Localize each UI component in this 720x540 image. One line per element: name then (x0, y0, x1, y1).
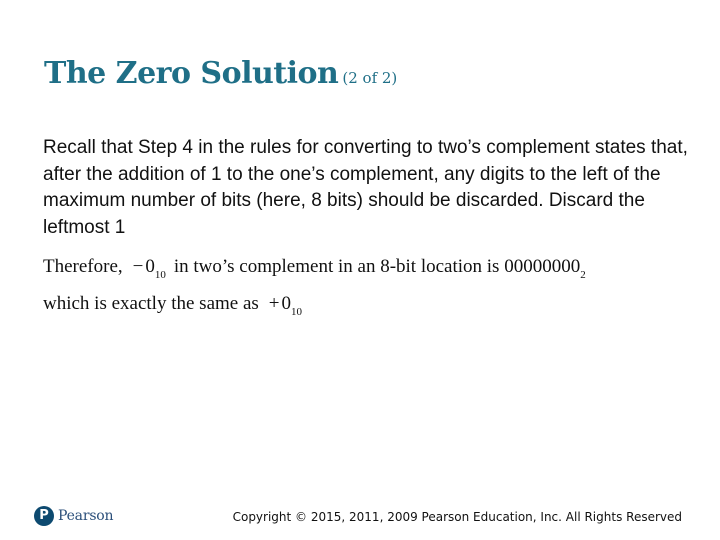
binary-result: 00000000 (504, 256, 581, 277)
pearson-logo-icon: P (34, 506, 54, 526)
math-line-same-as (43, 293, 303, 318)
pearson-logo (34, 506, 113, 526)
same-as-prefix: which is exactly the same as (43, 293, 259, 314)
copyright-notice: Copyright © 2015, 2011, 2009 Pearson Education, Inc. All Rights Reserved (232, 510, 682, 524)
minus-operator: − (132, 256, 144, 277)
slide-title-main: The Zero Solution (44, 56, 339, 91)
slide-title (44, 56, 397, 89)
therefore-middle-text: in two’s complement in an 8-bit location is (173, 256, 500, 277)
therefore-prefix: Therefore, (43, 256, 123, 277)
positive-zero-base: 10 (291, 306, 303, 318)
plus-operator: + (268, 293, 280, 314)
slide-title-part: (2 of 2) (342, 69, 398, 87)
positive-zero-value: 0 (281, 293, 292, 314)
pearson-logo-text: Pearson (58, 508, 114, 524)
math-line-therefore (43, 256, 586, 281)
negative-zero-value: 0 (145, 256, 155, 277)
binary-result-base: 2 (580, 269, 586, 281)
body-paragraph: Recall that Step 4 in the rules for converting to two’s complement states that, after the addition of 1 to the one’s complement, any digits to the left of the maximum number of bits (here, 8 bits) should be discarded. Discard the leftmost 1 (43, 137, 688, 238)
negative-zero-base: 10 (154, 269, 166, 281)
